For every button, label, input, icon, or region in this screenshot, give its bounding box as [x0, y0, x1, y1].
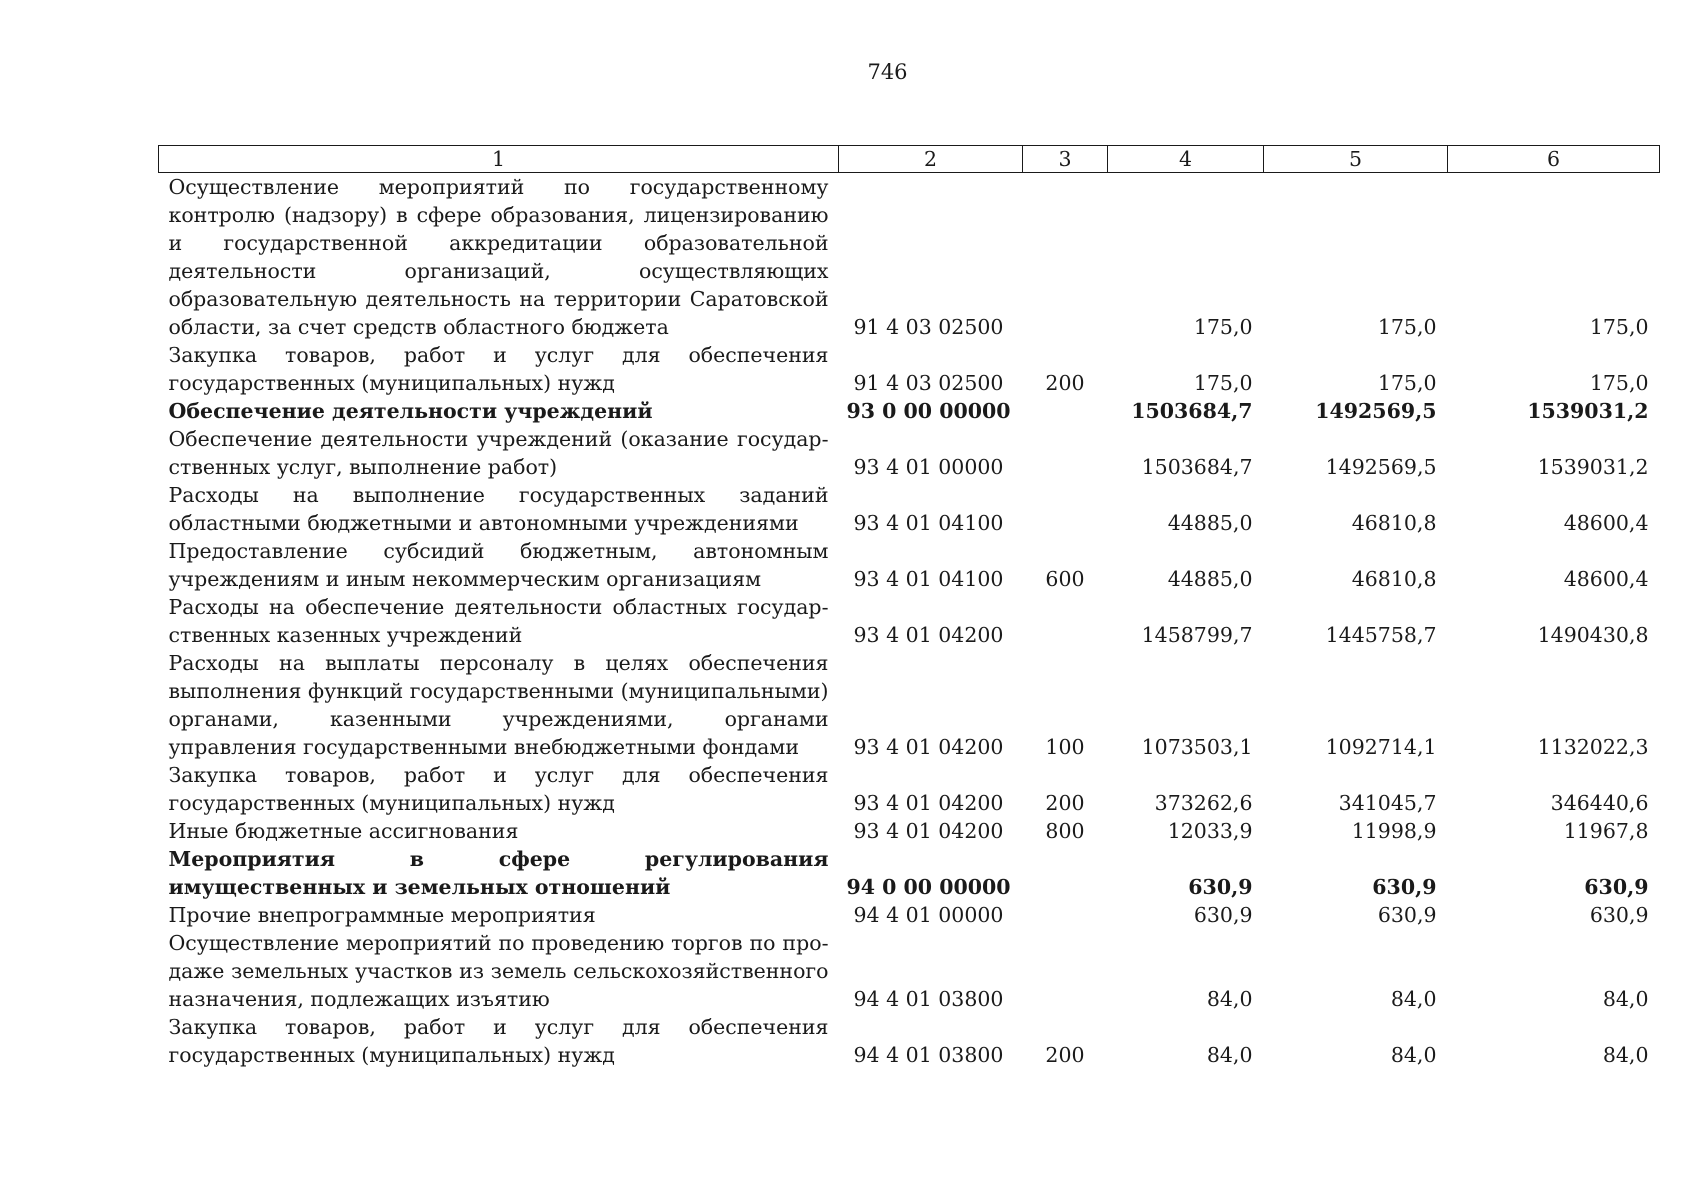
header-col-6: 6 [1448, 146, 1660, 173]
row-value-col4: 84,0 [1206, 987, 1253, 1011]
header-row [159, 146, 1660, 173]
header-col-4: 4 [1108, 146, 1264, 173]
row-value-col6: 48600,4 [1563, 511, 1649, 535]
row-value-col5: 341045,7 [1338, 791, 1437, 815]
row-value-col6: 11967,8 [1563, 819, 1649, 843]
row-expense-type [1023, 397, 1108, 425]
row-expense-type [1023, 481, 1108, 537]
row-description: Мероприятия в сфере регулирования имущественных и земельных отношений [168, 847, 829, 899]
row-code: 94 4 01 00000 [853, 903, 1004, 927]
row-expense-type: 100 [1045, 735, 1085, 759]
row-value-col4: 373262,6 [1154, 791, 1253, 815]
row-expense-type: 200 [1045, 371, 1085, 395]
row-code: 93 4 01 04200 [853, 735, 1004, 759]
table-row [159, 901, 1660, 929]
table-row [159, 397, 1660, 425]
row-value-col4: 1073503,1 [1141, 735, 1253, 759]
row-value-col5: 1445758,7 [1325, 623, 1437, 647]
row-value-col5: 630,9 [1372, 875, 1437, 899]
row-code: 94 4 01 03800 [853, 987, 1004, 1011]
row-code: 91 4 03 02500 [853, 315, 1004, 339]
row-expense-type [1023, 173, 1108, 342]
table-row [159, 425, 1660, 481]
row-value-col6: 48600,4 [1563, 567, 1649, 591]
table-row [159, 481, 1660, 537]
row-description: Обеспечение деятельности учреждений [168, 399, 653, 423]
row-expense-type: 200 [1045, 1043, 1085, 1067]
row-value-col4: 12033,9 [1167, 819, 1253, 843]
row-value-col6: 84,0 [1602, 987, 1649, 1011]
row-value-col6: 1490430,8 [1537, 623, 1649, 647]
row-value-col6: 1539031,2 [1527, 399, 1649, 423]
row-description: Закупка товаров, работ и услуг для обеспечения государственных (муниципальных) нужд [168, 1015, 829, 1067]
row-description: Расходы на обеспечение деятельности областных государственных казенных учреждений [168, 595, 829, 647]
row-code: 91 4 03 02500 [853, 371, 1004, 395]
row-value-col6: 346440,6 [1550, 791, 1649, 815]
row-value-col6: 84,0 [1602, 1043, 1649, 1067]
row-value-col5: 175,0 [1377, 371, 1437, 395]
row-expense-type: 800 [1045, 819, 1085, 843]
row-value-col5: 175,0 [1377, 315, 1437, 339]
row-value-col6: 175,0 [1589, 315, 1649, 339]
row-value-col4: 1503684,7 [1131, 399, 1253, 423]
table-row [159, 341, 1660, 397]
row-description: Закупка товаров, работ и услуг для обеспечения государственных (муниципальных) нужд [168, 343, 829, 395]
row-description: Осуществление мероприятий по государственному контролю (надзору) в сфере образования, лицензированию и государственной аккредитации образовательной деятельности организаций, осуществляющих образовательную деятельность на территории Саратовской области, за счет средств областного бюджета [168, 175, 829, 339]
row-value-col5: 46810,8 [1351, 567, 1437, 591]
table-row [159, 1013, 1660, 1069]
row-value-col4: 630,9 [1193, 903, 1253, 927]
row-code: 93 4 01 04200 [853, 623, 1004, 647]
row-description: Расходы на выплаты персоналу в целях обеспечения выполнения функций государственными (муниципальными) органами, казенными учреждениями, органами управления государственными внебюджетными фондами [168, 651, 829, 759]
row-expense-type [1023, 845, 1108, 901]
table-row [159, 817, 1660, 845]
header-col-3: 3 [1023, 146, 1108, 173]
row-value-col6: 1132022,3 [1537, 735, 1649, 759]
table-row [159, 761, 1660, 817]
row-value-col4: 175,0 [1193, 315, 1253, 339]
table-row [159, 929, 1660, 1013]
header-col-2: 2 [839, 146, 1023, 173]
row-expense-type [1023, 901, 1108, 929]
row-value-col5: 1492569,5 [1325, 455, 1437, 479]
row-value-col4: 44885,0 [1167, 511, 1253, 535]
row-expense-type [1023, 929, 1108, 1013]
row-code: 93 4 01 04100 [853, 567, 1004, 591]
table-row [159, 593, 1660, 649]
row-value-col6: 630,9 [1589, 903, 1649, 927]
row-value-col4: 1503684,7 [1141, 455, 1253, 479]
row-value-col4: 44885,0 [1167, 567, 1253, 591]
row-value-col5: 1092714,1 [1325, 735, 1437, 759]
row-value-col5: 1492569,5 [1315, 399, 1437, 423]
table-header [159, 146, 1660, 173]
row-value-col4: 84,0 [1206, 1043, 1253, 1067]
row-description: Прочие внепрограммные мероприятия [168, 903, 596, 927]
header-col-1: 1 [159, 146, 839, 173]
row-expense-type: 200 [1045, 791, 1085, 815]
table-body [159, 173, 1660, 1070]
row-description: Обеспечение деятельности учреждений (оказание государственных услуг, выполнение работ) [168, 427, 829, 479]
row-code: 93 0 00 00000 [846, 399, 1011, 423]
row-value-col5: 46810,8 [1351, 511, 1437, 535]
row-value-col5: 84,0 [1390, 987, 1437, 1011]
row-value-col6: 175,0 [1589, 371, 1649, 395]
table-row [159, 173, 1660, 342]
row-value-col5: 84,0 [1390, 1043, 1437, 1067]
row-value-col4: 1458799,7 [1141, 623, 1253, 647]
row-expense-type [1023, 593, 1108, 649]
row-description: Предоставление субсидий бюджетным, автономным учреждениям и иным некоммерческим организациям [168, 539, 829, 591]
row-value-col4: 175,0 [1193, 371, 1253, 395]
table-row [159, 649, 1660, 761]
row-expense-type [1023, 425, 1108, 481]
row-expense-type: 600 [1045, 567, 1085, 591]
row-description: Закупка товаров, работ и услуг для обеспечения государственных (муниципальных) нужд [168, 763, 829, 815]
page-number: 746 [867, 60, 908, 84]
row-description: Расходы на выполнение государственных заданий областными бюджетными и автономными учреждениями [168, 483, 829, 535]
header-col-5: 5 [1264, 146, 1448, 173]
row-code: 93 4 01 04200 [853, 819, 1004, 843]
row-value-col6: 630,9 [1584, 875, 1649, 899]
row-description: Иные бюджетные ассигнования [168, 819, 519, 843]
row-code: 94 4 01 03800 [853, 1043, 1004, 1067]
row-code: 94 0 00 00000 [846, 875, 1011, 899]
row-description: Осуществление мероприятий по проведению торгов по продаже земельных участков из земель сельскохозяйственного назначения, подлежащих изъятию [168, 931, 829, 1011]
row-code: 93 4 01 00000 [853, 455, 1004, 479]
row-code: 93 4 01 04100 [853, 511, 1004, 535]
row-value-col4: 630,9 [1188, 875, 1253, 899]
row-code: 93 4 01 04200 [853, 791, 1004, 815]
row-value-col5: 630,9 [1377, 903, 1437, 927]
table-row [159, 845, 1660, 901]
budget-table [158, 145, 1660, 1069]
row-value-col6: 1539031,2 [1537, 455, 1649, 479]
table-row [159, 537, 1660, 593]
row-value-col5: 11998,9 [1351, 819, 1437, 843]
